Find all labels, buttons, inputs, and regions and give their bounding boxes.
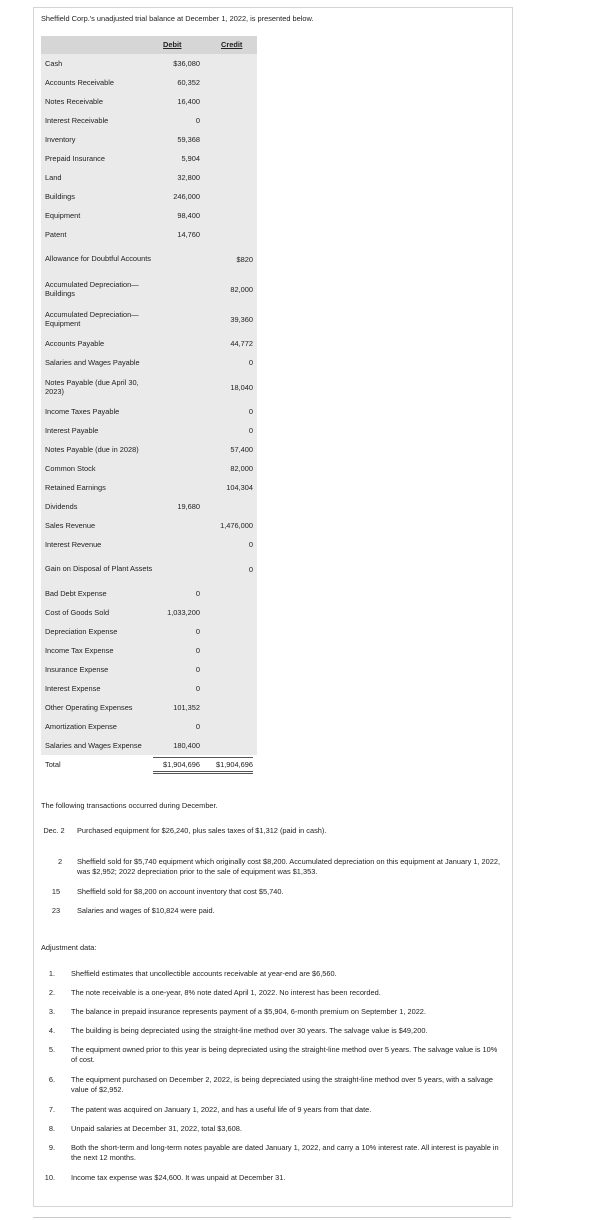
account-name: Total bbox=[45, 760, 61, 770]
transaction-date: Dec. 2 bbox=[43, 826, 65, 835]
adjustment-number: 10. bbox=[44, 1173, 55, 1182]
account-name: Depreciation Expense bbox=[45, 626, 118, 636]
adjustment-text: The equipment owned prior to this year is being depreciated using the straight-line method over 5 years. The salvage value is 10% of cost. bbox=[71, 1045, 498, 1064]
account-name: Income Taxes Payable bbox=[45, 406, 120, 416]
debit-amount: 98,400 bbox=[177, 211, 200, 220]
debit-amount: 60,352 bbox=[177, 78, 200, 87]
account-name: Accounts Payable bbox=[45, 338, 105, 348]
credit-amount: 1,476,000 bbox=[220, 521, 253, 530]
table-row bbox=[41, 92, 257, 111]
transaction-row bbox=[41, 857, 501, 876]
table-row bbox=[41, 353, 257, 372]
table-row bbox=[41, 73, 257, 92]
transaction-row bbox=[41, 826, 501, 836]
debit-amount: 0 bbox=[195, 589, 200, 598]
adjustment-number: 3. bbox=[48, 1007, 55, 1016]
table-row bbox=[41, 535, 257, 554]
debit-amount: 0 bbox=[195, 627, 200, 636]
account-name: Notes Receivable bbox=[45, 96, 103, 106]
adjustment-intro: Adjustment data: bbox=[41, 943, 97, 952]
credit-amount: 0 bbox=[248, 540, 253, 549]
credit-amount: $1,904,696 bbox=[200, 757, 253, 774]
table-row bbox=[41, 440, 257, 459]
account-name: Interest Revenue bbox=[45, 539, 102, 549]
table-row bbox=[41, 402, 257, 421]
transaction-date: 2 bbox=[57, 857, 63, 866]
transactions-intro: The following transactions occurred during December. bbox=[41, 801, 218, 810]
table-row bbox=[41, 603, 257, 622]
table-row bbox=[41, 660, 257, 679]
adjustment-number: 1. bbox=[48, 969, 55, 978]
credit-amount: 0 bbox=[248, 426, 253, 435]
account-name: Interest Payable bbox=[45, 425, 99, 435]
debit-amount: 0 bbox=[195, 646, 200, 655]
table-row bbox=[41, 717, 257, 736]
credit-amount: 82,000 bbox=[230, 464, 253, 473]
table-row bbox=[41, 168, 257, 187]
account-name: Bad Debt Expense bbox=[45, 588, 107, 598]
adjustment-number: 9. bbox=[48, 1143, 55, 1152]
credit-amount: 104,304 bbox=[226, 483, 253, 492]
account-name: Salaries and Wages Expense bbox=[45, 740, 142, 750]
adjustment-number: 6. bbox=[48, 1075, 55, 1084]
debit-amount: 0 bbox=[195, 722, 200, 731]
table-row bbox=[41, 516, 257, 535]
debit-amount: 19,680 bbox=[177, 502, 200, 511]
table-row bbox=[41, 304, 257, 334]
account-name: Accumulated Depreciation—Buildings bbox=[45, 279, 139, 298]
transaction-text: Purchased equipment for $26,240, plus sales taxes of $1,312 (paid in cash). bbox=[77, 826, 327, 835]
account-name: Amortization Expense bbox=[45, 721, 117, 731]
credit-amount: 0 bbox=[248, 358, 253, 367]
account-name: Common Stock bbox=[45, 463, 96, 473]
table-row bbox=[41, 459, 257, 478]
debit-amount: 14,760 bbox=[177, 230, 200, 239]
account-name: Patent bbox=[45, 229, 67, 239]
account-name: Accounts Receivable bbox=[45, 77, 115, 87]
table-row bbox=[41, 334, 257, 353]
account-name: Interest Expense bbox=[45, 683, 101, 693]
table-row bbox=[41, 641, 257, 660]
table-row bbox=[41, 372, 257, 402]
account-name: Accumulated Depreciation—Equipment bbox=[45, 309, 139, 328]
table-row bbox=[41, 478, 257, 497]
table-row bbox=[41, 54, 257, 73]
debit-amount: 0 bbox=[195, 665, 200, 674]
transaction-date: 23 bbox=[51, 906, 61, 915]
debit-header: Debit bbox=[163, 40, 182, 49]
adjustment-text: Unpaid salaries at December 31, 2022, total $3,608. bbox=[71, 1124, 242, 1133]
adjustment-text: The patent was acquired on January 1, 2022, and has a useful life of 9 years from that date. bbox=[71, 1105, 372, 1114]
account-name: Dividends bbox=[45, 501, 78, 511]
total-row bbox=[41, 755, 257, 775]
account-name: Income Tax Expense bbox=[45, 645, 114, 655]
adjustment-number: 7. bbox=[48, 1105, 55, 1114]
account-name: Equipment bbox=[45, 210, 81, 220]
account-name: Retained Earnings bbox=[45, 482, 106, 492]
table-header bbox=[41, 36, 257, 54]
account-name: Land bbox=[45, 172, 62, 182]
adjustment-number: 2. bbox=[48, 988, 55, 997]
account-name: Notes Payable (due April 30, 2023) bbox=[45, 377, 139, 396]
table-row bbox=[41, 497, 257, 516]
debit-amount: 0 bbox=[195, 116, 200, 125]
debit-amount: $1,904,696 bbox=[153, 757, 200, 774]
transaction-text: Sheffield sold for $8,200 on account inventory that cost $5,740. bbox=[77, 887, 284, 896]
account-name: Gain on Disposal of Plant Assets bbox=[45, 564, 153, 574]
debit-amount: $36,080 bbox=[173, 59, 200, 68]
account-name: Inventory bbox=[45, 134, 76, 144]
credit-amount: 57,400 bbox=[230, 445, 253, 454]
credit-amount: 0 bbox=[248, 407, 253, 416]
table-row bbox=[41, 274, 257, 304]
table-row bbox=[41, 130, 257, 149]
table-row bbox=[41, 622, 257, 641]
adjustment-text: The equipment purchased on December 2, 2022, is being depreciated using the straight-line method over 5 years, with a salvage value of $2,952. bbox=[71, 1075, 493, 1094]
transaction-date: 15 bbox=[51, 887, 61, 896]
account-name: Sales Revenue bbox=[45, 520, 96, 530]
account-name: Interest Receivable bbox=[45, 115, 109, 125]
account-name: Allowance for Doubtful Accounts bbox=[45, 254, 151, 264]
table-row bbox=[41, 244, 257, 274]
adjustment-number: 8. bbox=[48, 1124, 55, 1133]
account-name: Salaries and Wages Payable bbox=[45, 357, 140, 367]
credit-amount: 39,360 bbox=[230, 314, 253, 324]
debit-amount: 246,000 bbox=[173, 192, 200, 201]
debit-amount: 1,033,200 bbox=[167, 608, 200, 617]
table-row bbox=[41, 554, 257, 584]
debit-amount: 180,400 bbox=[173, 741, 200, 750]
account-name: Cash bbox=[45, 58, 63, 68]
adjustment-number: 4. bbox=[48, 1026, 55, 1035]
table-row bbox=[41, 225, 257, 244]
credit-amount: 82,000 bbox=[230, 284, 253, 294]
account-name: Notes Payable (due in 2028) bbox=[45, 444, 139, 454]
adjustment-text: The note receivable is a one-year, 8% note dated April 1, 2022. No interest has been recorded. bbox=[71, 988, 381, 997]
adjustment-text: The balance in prepaid insurance represents payment of a $5,904, 6-month premium on September 1, 2022. bbox=[71, 1007, 426, 1016]
adjustment-text: Both the short-term and long-term notes payable are dated January 1, 2022, and carry a 10% interest rate. All interest is payable in the next 12 months. bbox=[71, 1143, 499, 1162]
adjustment-text: The building is being depreciated using the straight-line method over 30 years. The salvage value is $49,200. bbox=[71, 1026, 428, 1035]
credit-amount: 0 bbox=[248, 564, 253, 574]
debit-amount: 16,400 bbox=[177, 97, 200, 106]
debit-amount: 59,368 bbox=[177, 135, 200, 144]
table-row bbox=[41, 584, 257, 603]
divider bbox=[33, 1217, 511, 1218]
account-name: Insurance Expense bbox=[45, 664, 109, 674]
table-row bbox=[41, 421, 257, 440]
credit-amount: 44,772 bbox=[230, 339, 253, 348]
adjustment-text: Sheffield estimates that uncollectible accounts receivable at year-end are $6,560. bbox=[71, 969, 337, 978]
account-name: Cost of Goods Sold bbox=[45, 607, 110, 617]
credit-amount: $820 bbox=[236, 254, 253, 264]
account-name: Buildings bbox=[45, 191, 75, 201]
adjustment-number: 5. bbox=[48, 1045, 55, 1054]
account-name: Prepaid Insurance bbox=[45, 153, 105, 163]
debit-amount: 5,904 bbox=[181, 154, 200, 163]
credit-amount: 18,040 bbox=[230, 382, 253, 392]
debit-amount: 32,800 bbox=[177, 173, 200, 182]
intro-text: Sheffield Corp.'s unadjusted trial balance at December 1, 2022, is presented below. bbox=[41, 14, 314, 23]
table-row bbox=[41, 111, 257, 130]
table-row bbox=[41, 698, 257, 717]
transaction-row bbox=[41, 887, 501, 897]
transaction-row bbox=[41, 906, 501, 916]
table-row bbox=[41, 736, 257, 755]
trial-balance-table bbox=[41, 36, 257, 775]
adjustment-text: Income tax expense was $24,600. It was unpaid at December 31. bbox=[71, 1173, 286, 1182]
table-row bbox=[41, 679, 257, 698]
table-row bbox=[41, 149, 257, 168]
credit-header: Credit bbox=[221, 40, 243, 49]
debit-amount: 0 bbox=[195, 684, 200, 693]
transaction-text: Salaries and wages of $10,824 were paid. bbox=[77, 906, 215, 915]
table-row bbox=[41, 187, 257, 206]
debit-amount: 101,352 bbox=[173, 703, 200, 712]
transaction-text: Sheffield sold for $5,740 equipment which originally cost $8,200. Accumulated depreciation on this equipment at January 1, 2022, was $2,952; 2022 depreciation prior to the sale of equipment was $1,353. bbox=[77, 857, 501, 876]
account-name: Other Operating Expenses bbox=[45, 702, 133, 712]
table-row bbox=[41, 206, 257, 225]
